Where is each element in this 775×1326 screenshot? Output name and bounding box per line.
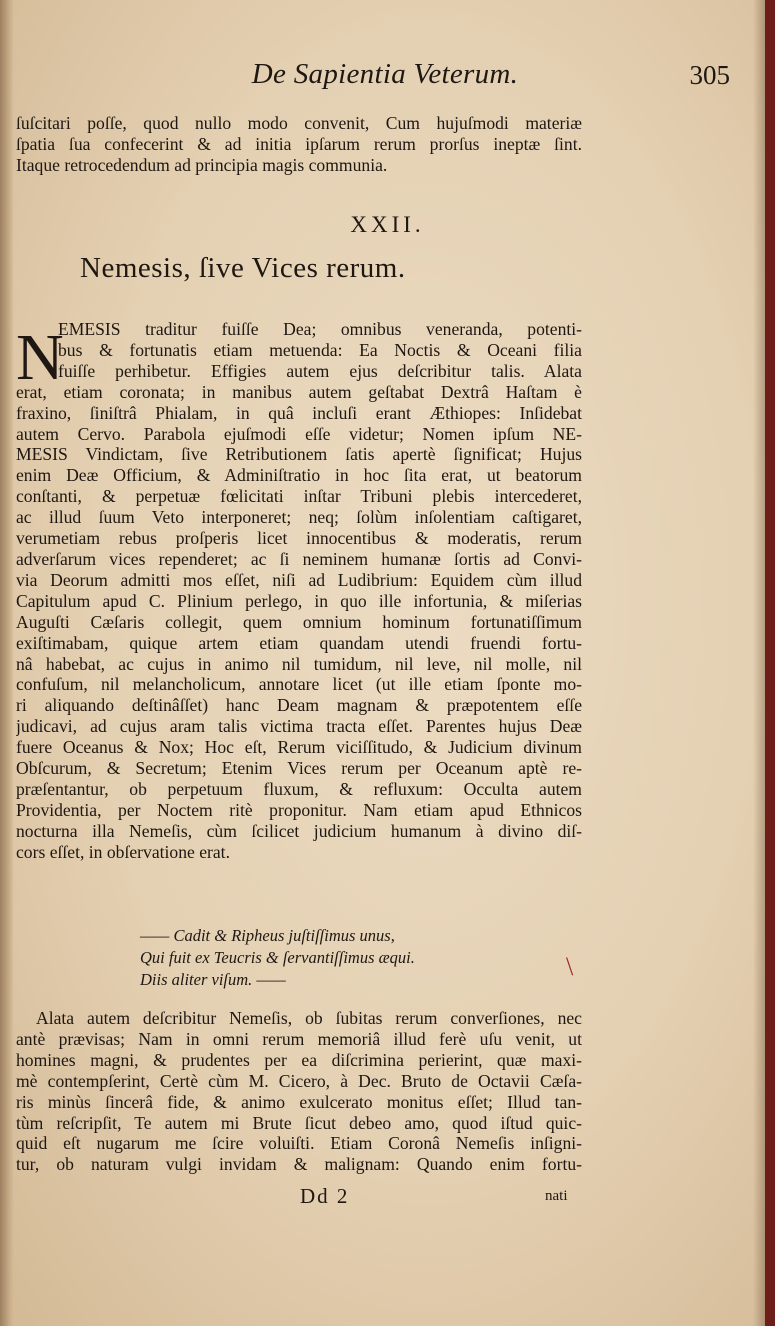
text-line: Obſcurum, & Secretum; Etenim Vices rerum per Oceanum aptè re- (16, 758, 582, 779)
text-line: conſtanti, & perpetuæ fœlicitati inſtar Tribuni plebis intercederet, (16, 486, 582, 507)
text-line: autem Cervo. Parabola ejuſmodi eſſe videtur; Nomen ipſum NE- (16, 423, 582, 444)
second-paragraph (16, 1008, 582, 1175)
page-gutter (0, 0, 14, 1326)
verse-quote (140, 925, 500, 991)
page-edge-shadow (753, 0, 765, 1326)
running-head-title: De Sapientia Veterum. (251, 58, 519, 90)
text-line: erat, etiam coronata; in manibus autem geſtabat Dextrâ Haſtam è (16, 381, 582, 402)
text-line: nocturna illa Nemeſis, cùm ſcilicet judicium humanum à divino diſ- (16, 820, 582, 841)
text-line: tùm reſcripſit, Te autem mi Brute ſicut debeo amo, quod iſtud quic- (16, 1112, 582, 1133)
text-line: EMESIS traditur fuiſſe Dea; omnibus veneranda, potenti- (58, 319, 582, 339)
text-line: fuere Oceanus & Nox; Hoc eſt, Rerum viciſſitudo, & Judicium divinum (16, 737, 582, 758)
text-line: via Deorum admitti mos eſſet, niſi ad Ludibrium: Equidem cùm illud (16, 569, 582, 590)
drop-cap: N (16, 321, 64, 394)
margin-annotation: \ (566, 952, 574, 981)
text-line: ſuſcitari poſſe, quod nullo modo convenit, Cum hujuſmodi materiæ (16, 113, 582, 133)
text-line: præſentantur, ob perpetuum fluxum, & refluxum: Occulta autem (16, 778, 582, 799)
text-line: quid eſt nugarum me ſcire voluiſti. Etiam Coronâ Nemeſis inſigni- (16, 1133, 582, 1154)
text-line: Alata autem deſcribitur Nemeſis, ob ſubitas rerum converſiones, nec (36, 1008, 582, 1028)
top-paragraph (16, 113, 582, 176)
text-line: mè contempſerint, Certè cùm M. Cicero, à Dec. Bruto de Octavii Cæſa- (16, 1070, 582, 1091)
text-line: MESIS Vindictam, ſive Retributionem ſatis apertè ſignificat; Hujus (16, 444, 582, 465)
text-line: antè prævisas; Nam in omni rerum memoriâ illud ferè uſu venit, ut (16, 1028, 582, 1049)
running-head (40, 58, 730, 98)
text-line: cors eſſet, in obſervatione erat. (16, 841, 230, 862)
text-line: Providentia, per Noctem ritè proponitur. Nam etiam apud Ethnicos (16, 799, 582, 820)
text-line: judicavi, ad cujus aram talis victima tracta eſſet. Parentes hujus Deæ (16, 716, 582, 737)
text-line: enim Deæ Officium, & Adminiſtratio in hoc ſita erat, ut beatorum (16, 465, 582, 486)
text-line: ri aliquando deſtinâſſet) hanc Deam magnam & præpotentem eſſe (16, 695, 582, 716)
catchword: nati (545, 1188, 568, 1204)
text-line: Auguſti Cæſaris collegit, quem omnium hominum fortunatiſſimum (16, 611, 582, 632)
page-number: 305 (689, 60, 730, 90)
text-line: adverſarum vices rependeret; ac ſi neminem humanæ ſortis ad Convi- (16, 548, 582, 569)
text-line: confuſum, nil melancholicum, annotare licet (ut ille etiam ſponte mo- (16, 674, 582, 695)
text-line: Itaque retrocedendum ad principia magis communia. (16, 154, 388, 175)
text-line: ac illud ſuum Veto interponeret; neq; ſolùm inſolentiam caſtigaret, (16, 507, 582, 528)
main-paragraph (16, 319, 582, 863)
section-numeral: XXII. (350, 212, 425, 237)
text-line: ſpatia ſua confecerint & ad initia ipſarum rerum prorſus ineptæ ſint. (16, 133, 582, 154)
text-line: exiſtimabam, quique artem etiam quandam utendi fruendi fortu- (16, 632, 582, 653)
verse-line: Qui fuit ex Teucris & ſervantiſſimus æqui. (140, 948, 415, 967)
binding-edge (765, 0, 775, 1326)
text-line: nâ habebat, ac cujus in animo nil tumidum, nil leve, nil molle, nil (16, 653, 582, 674)
text-line: bus & fortunatis etiam metuenda: Ea Noctis & Oceani filia (58, 339, 582, 360)
text-line: ris minùs ſincerâ fide, & animo exulcerato monitus eſſet; Illud tan- (16, 1091, 582, 1112)
text-line: fraxino, ſiniſtrâ Phialam, in quâ incluſi erant Æthiopes: Inſidebat (16, 402, 582, 423)
section-title: Nemesis, ſive Vices rerum. (80, 252, 406, 284)
text-line: homines magni, & prudentes per ea diſcrimina perierint, quæ maxi- (16, 1049, 582, 1070)
text-line: Capitulum apud C. Plinium perlego, in quo ille infortunia, & miſerias (16, 590, 582, 611)
verse-line: —— Cadit & Ripheus juſtiſſimus unus, (140, 926, 395, 945)
text-line: verumetiam rebus proſperis licet innocentibus & moderatis, rerum (16, 528, 582, 549)
text-line: fuiſſe perhibetur. Effigies autem ejus deſcribitur talis. Alata (58, 360, 582, 381)
signature-mark: Dd 2 (300, 1184, 350, 1208)
text-line: tur, ob naturam vulgi invidam & malignam: Quando enim fortu- (16, 1154, 582, 1175)
verse-line: Diis aliter viſum. —— (140, 970, 286, 989)
